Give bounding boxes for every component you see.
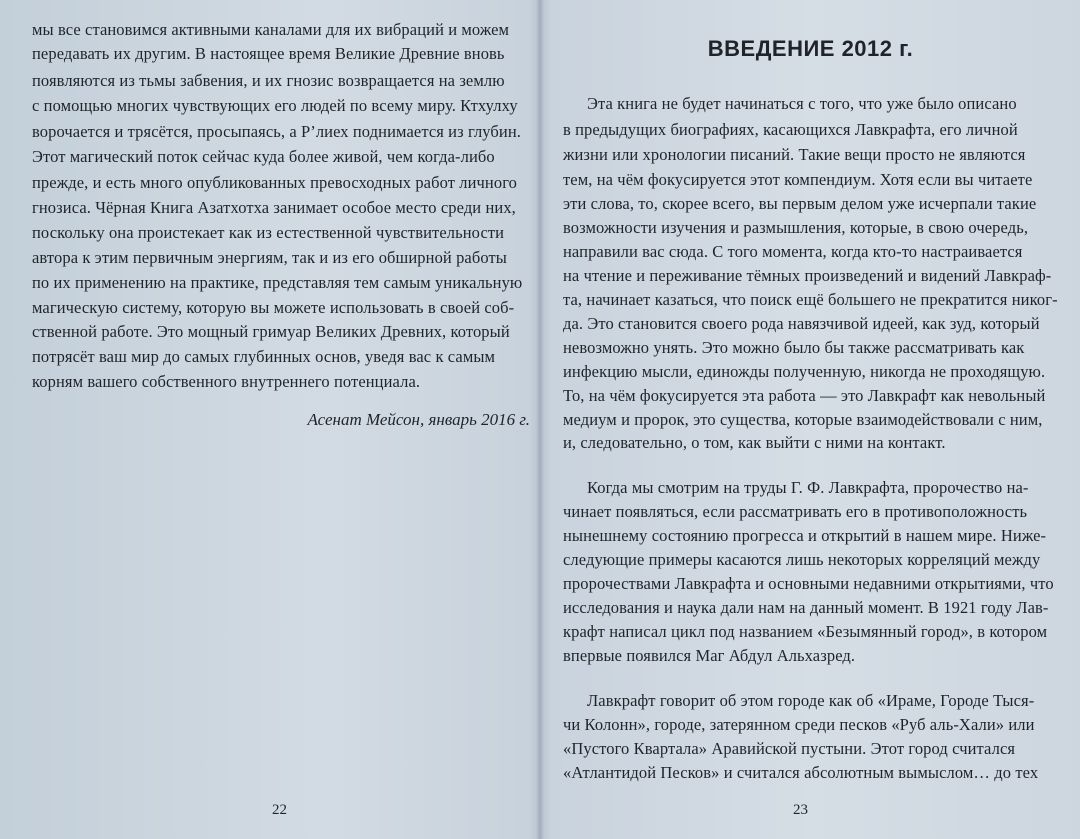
text-line: автора к этим первичным энергиям, так и из его обширной работы [32,248,507,267]
text-line: по их применению на практике, представляя тем самым уникальную [32,273,523,292]
text-line: исследования и наука дали нам на данный момент. В 1921 году Лав- [563,598,1049,617]
text-line: чинает появляться, если рассматривать его в противоположность [563,502,1028,521]
text-line: ственной работе. Это мощный гримуар Великих Древних, который [32,322,510,341]
text-line: с помощью многих чувствующих его людей по всему миру. Ктхулху [32,96,518,115]
text-line: пророчествами Лавкрафта и основными недавними открытиями, что [563,574,1054,593]
text-line: потрясёт ваш мир до самых глубинных основ, уведя вас к самым [32,347,496,366]
text-line: тем, на чём фокусируется этот компендиум. Хотя если вы читаете [563,170,1033,189]
text-line: поскольку она проистекает как из естественной чувствительности [32,223,505,242]
text-line: жизни или хронологии писаний. Такие вещи просто не являются [563,145,1026,164]
right-page [541,0,1080,839]
text-line: в предыдущих биографиях, касающихся Лавкрафта, его личной [563,120,1018,139]
text-line: медиум и пророк, это существа, которые взаимодействовали с ним, [563,410,1043,429]
text-line: следующие примеры касаются лишь некоторых корреляций между [563,550,1041,569]
text-line: нынешнему состоянию прогресса и открытий в нашем мире. Ниже- [563,526,1047,545]
text-line: магическую систему, которую вы можете использовать в своей соб- [32,298,515,317]
author-signature: Асенат Мейсон, январь 2016 г. [307,410,530,429]
text-line: гнозиса. Чёрная Книга Азатхотха занимает особое место среди них, [32,198,516,217]
text-line: возможности изучения и размышления, которые, в свою очередь, [563,218,1029,237]
page-number: 23 [793,802,808,818]
page-number: 22 [272,802,287,818]
text-line: чи Колонн», городе, затерянном среди песков «Руб аль-Хали» или [563,715,1035,734]
text-line: та, начинает казаться, что поиск ещё большего не прекратится никог- [563,290,1058,309]
text-line: и, следовательно, о том, как выйти с ними на контакт. [563,433,946,452]
text-line: направили вас сюда. С того момента, когда кто-то настраивается [563,242,1023,261]
text-line: невозможно унять. Это можно было бы также рассматривать как [563,338,1025,357]
text-line: Этот магический поток сейчас куда более живой, чем когда-либо [32,147,495,166]
text-line: Когда мы смотрим на труды Г. Ф. Лавкрафта, пророчество на- [587,478,1029,497]
text-line: передавать их другим. В настоящее время Великие Древние вновь [32,44,505,63]
chapter-title: ВВЕДЕНИЕ 2012 г. [707,36,914,61]
text-line: эти слова, то, скорее всего, вы первым делом уже исчерпали такие [563,194,1037,213]
text-line: Эта книга не будет начинаться с того, что уже было описано [587,94,1017,113]
text-line: То, на чём фокусируется эта работа — это Лавкрафт как невольный [563,386,1046,405]
text-line: да. Это становится своего рода навязчивой идеей, как зуд, который [563,314,1040,333]
text-line: ворочается и трясётся, просыпаясь, а Р’лиех поднимается из глубин. [32,122,522,141]
text-line: инфекцию мысли, единожды полученную, никогда не проходящую. [563,362,1046,381]
text-line: крафт написал цикл под названием «Безымянный город», в котором [563,622,1048,641]
text-line: прежде, и есть много опубликованных превосходных работ личного [32,173,518,192]
text-line: появляются из тьмы забвения, и их гнозис возвращается на землю [32,71,505,90]
text-line: впервые появился Маг Абдул Альхазред. [563,646,856,665]
text-line: Лавкрафт говорит об этом городе как об «Ираме, Городе Тыся- [587,691,1035,710]
text-line: «Атлантидой Песков» и считался абсолютным вымыслом… до тех [563,763,1039,782]
text-line: мы все становимся активными каналами для их вибраций и можем [32,20,510,39]
text-line: корням вашего собственного внутреннего потенциала. [32,372,421,391]
text-line: на чтение и переживание тёмных произведений и видений Лавкраф- [563,266,1052,285]
text-line: «Пустого Квартала» Аравийской пустыни. Этот город считался [563,739,1016,758]
